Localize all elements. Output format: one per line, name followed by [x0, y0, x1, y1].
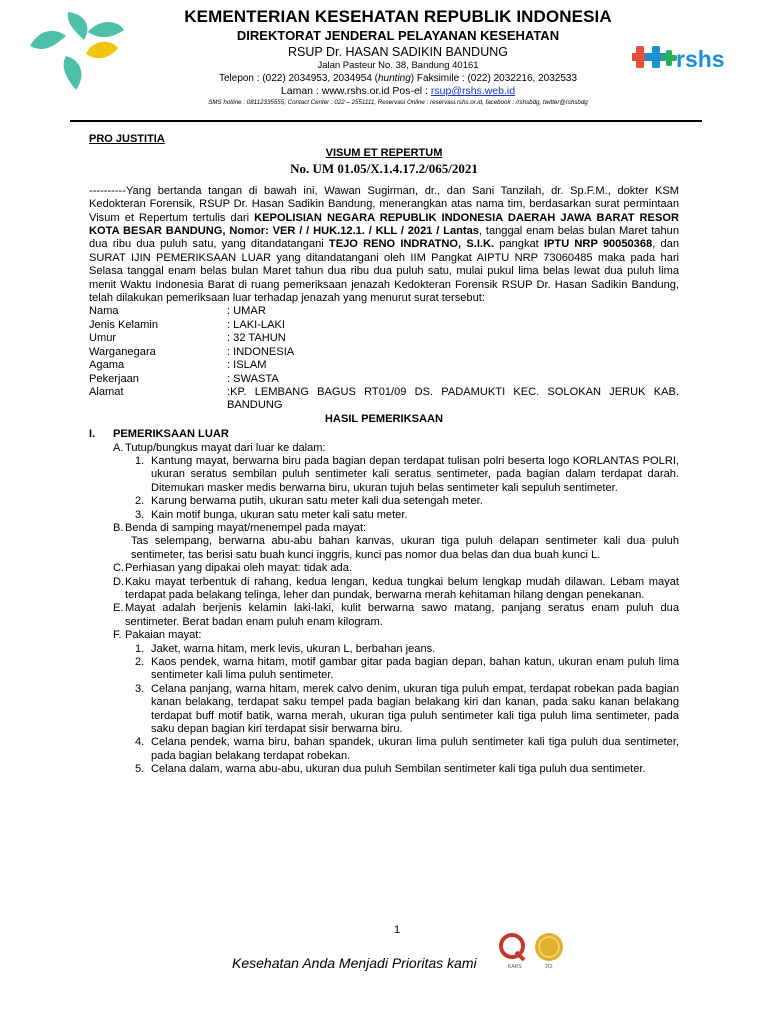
- kemenkes-logo-leaf-green-right: [88, 22, 124, 37]
- kemenkes-logo-leaf-green-left: [30, 31, 66, 49]
- identity-key: Warganegara: [89, 345, 156, 358]
- item-text: Perhiasan yang dipakai oleh mayat: tidak ada.: [125, 562, 352, 575]
- identity-key: Agama: [89, 359, 125, 372]
- identity-value: : INDONESIA: [227, 345, 295, 358]
- identity-row-address: [89, 386, 679, 413]
- sub-text: Celana dalam, warna abu-abu, ukuran dua puluh Sembilan sentimeter kali tiga puluh dua sentimeter.: [151, 763, 646, 776]
- hospital-phone: [120, 72, 676, 85]
- sub-text: Karung berwarna putih, ukuran satu meter kali dua setengah meter.: [151, 495, 483, 508]
- page-number: 1: [394, 924, 401, 936]
- sub-item-f3: [89, 683, 679, 737]
- item-marker: E.: [113, 602, 124, 615]
- item-marker: C.: [113, 562, 125, 575]
- identity-value: : UMAR: [227, 305, 266, 318]
- identity-row-sex: [89, 319, 679, 332]
- sub-text: Celana pendek, warna biru, bahan spandek, ukuran lima puluh sentimeter kali tiga puluh dua sentimeter, pada bagian belakang terdapat robekan.: [151, 736, 679, 762]
- identity-row-name: [89, 305, 679, 318]
- identity-key: Nama: [89, 305, 119, 318]
- item-e: [89, 602, 679, 629]
- item-a: [89, 442, 679, 455]
- phone-suffix: ) Faksimile : (022) 2032216, 2032533: [410, 73, 578, 84]
- identity-row-citizenship: [89, 346, 679, 359]
- intro-officer-rank: IPTU NRP 90050368: [543, 238, 653, 251]
- intro-paragraph: [89, 185, 679, 306]
- victim-identity-table: [89, 305, 679, 412]
- item-text: Kaku mayat terbentuk di rahang, kedua lengan, kedua tungkai belum lengkap mudah dilawan. Lebam mayat terdapat pada belakang telinga, leher dan pundak, berwarna merah kehitaman hilang dengan penekanan.: [125, 575, 679, 601]
- sub-item-f1: [89, 643, 679, 656]
- item-marker: D.: [113, 575, 125, 588]
- identity-value: : ISLAM: [227, 359, 267, 372]
- sub-marker: 5.: [135, 763, 145, 776]
- section-number: I.: [89, 428, 96, 441]
- letterhead-rule: [70, 120, 702, 122]
- footer-slogan: Kesehatan Anda Menjadi Prioritas kami: [232, 955, 477, 971]
- sub-text: Kantung mayat, berwarna biru pada bagian depan terdapat tulisan polri beserta logo KORLANTAS POLRI, ukuran seratus sembilan puluh sentimeter kali seratus sentimeter, pada bagian dalam terdapat darah. Ditemukan masker medis berwarna biru, ukuran tujuh belas sentimeter kali sepuluh sentimeter.: [151, 454, 679, 494]
- kars-badge-icon: [501, 935, 524, 970]
- intro-text-4: , dan SURAT IJIN PEMERIKSAAN LUAR yang ditandatangani oleh IIM Pangkat AIPTU NRP 73060485 maka pada hari Selasa tanggal enam belas bulan Maret tahun dua ribu dua puluh satu, mulai pukul lima belas lewat dua puluh lima menit Waktu Indonesia Barat di ruang pemeriksaan jenazah Kedokteran Forensik RSUP Dr. Hasan Sadikin Bandung, telah dilakukan pemeriksaan luar terhadap jenazah yang menurut surat tersebut:: [89, 238, 679, 305]
- jci-badge-icon: [535, 933, 563, 970]
- sub-marker: 3.: [135, 682, 145, 695]
- sub-text: Jaket, warna hitam, merk levis, ukuran L, berbahan jeans.: [151, 642, 436, 655]
- item-text: Mayat adalah berjenis kelamin laki-laki, kulit berwarna sawo matang, panjang seratus enam puluh dua sentimeter. Berat badan enam puluh enam kilogram.: [125, 602, 679, 628]
- identity-value: : SWASTA: [227, 372, 279, 385]
- email-link[interactable]: rsup@rshs.web.id: [430, 85, 516, 97]
- web-prefix: Laman : www.rshs.or.id Pos-el :: [280, 85, 431, 97]
- identity-value: :KP. LEMBANG BAGUS RT01/09 DS. PADAMUKTI KEC. SOLOKAN JERUK KAB. BANDUNG: [227, 385, 679, 412]
- identity-key: Alamat: [89, 385, 124, 398]
- document-title: VISUM ET REPERTUM: [325, 147, 443, 160]
- item-text: Tutup/bungkus mayat dari luar ke dalam:: [125, 441, 326, 454]
- letterhead: [120, 7, 676, 107]
- identity-value: : 32 TAHUN: [227, 332, 286, 345]
- sub-item-f2: [89, 656, 679, 683]
- intro-text-3: pangkat: [494, 238, 544, 251]
- intro-text-2: , tanggal enam belas bulan Maret tahun dua ribu dua puluh satu, yang ditandatangani: [89, 225, 679, 251]
- kemenkes-logo-leaf-green-top: [68, 12, 88, 40]
- item-b-detail: Tas selempang, berwarna abu-abu bahan kanvas, ukuran tiga puluh delapan sentimeter kali dua puluh sentimeter, tas berisi satu buah kunci inggris, kunci pas nomor dua belas dan dua buah kunci L.: [131, 535, 679, 561]
- sub-text: Celana panjang, warna hitam, merek calvo denim, ukuran tiga puluh empat, terdapat robekan pada bagian kanan belakang, terdapat saku tempel pada bagian belakang kiri dan kanan, pada saku kanan belakang terdapat buff motif batik, warna merah, ukuran tiga puluh sentimeter kali tiga puluh lima sentimeter, pada saku depan bagian kiri terdapat sisir berwarna biru.: [151, 682, 679, 736]
- accreditation-badges: [494, 930, 570, 972]
- sub-marker: 2.: [135, 495, 145, 508]
- rshs-cross-3b: [661, 55, 677, 61]
- item-marker: A.: [113, 441, 124, 454]
- identity-row-age: [89, 332, 679, 345]
- sub-item-a2: [89, 495, 679, 508]
- hospital-address: Jalan Pasteur No. 38, Bandung 40161: [317, 60, 479, 71]
- pro-justitia: PRO JUSTITIA: [89, 133, 165, 145]
- phone-prefix: Telepon : (022) 2034953, 2034954 (: [218, 73, 378, 84]
- sub-item-f5: [89, 763, 679, 776]
- item-b: [89, 522, 679, 535]
- section-external-exam: [89, 428, 679, 441]
- sub-marker: 1.: [135, 642, 145, 655]
- kemenkes-logo-leaf-green-bottom: [64, 56, 82, 90]
- sub-text: Kaos pendek, warna hitam, motif gambar gitar pada bagian depan, bahan katun, ukuran enam puluh lima sentimeter kali lima puluh sentimeter.: [151, 656, 679, 682]
- sub-marker: 2.: [135, 656, 145, 669]
- social-text: SMS hotline : 08112335555, Contact Center : 022 – 2551111, Reservasi Online : reservasi.rshs.or.id, facebook : /rshsbdg, twitter@rshsbdg: [208, 99, 588, 106]
- item-marker: B.: [113, 521, 124, 534]
- sub-marker: 4.: [135, 736, 145, 749]
- item-marker: F.: [113, 629, 122, 642]
- directorate-name: DIREKTORAT JENDERAL PELAYANAN KESEHATAN: [236, 28, 560, 43]
- identity-row-occupation: [89, 373, 679, 386]
- section-label: PEMERIKSAAN LUAR: [113, 428, 229, 441]
- item-c: [89, 562, 679, 575]
- hospital-name: RSUP Dr. HASAN SADIKIN BANDUNG: [288, 45, 508, 59]
- sub-item-a3: [89, 509, 679, 522]
- hospital-social: [120, 98, 676, 107]
- hospital-web: [120, 85, 676, 98]
- identity-value: : LAKI-LAKI: [227, 318, 285, 331]
- kemenkes-logo-leaf-yellow: [86, 42, 118, 59]
- jci-badge-label: JCI: [545, 964, 553, 970]
- identity-key: Jenis Kelamin: [89, 318, 159, 331]
- item-d: [89, 576, 679, 603]
- identity-key: Umur: [89, 332, 117, 345]
- sub-item-f4: [89, 736, 679, 763]
- phone-hunting: hunting: [377, 73, 411, 84]
- document-body: [89, 133, 679, 777]
- sub-marker: 1.: [135, 454, 145, 467]
- item-text: Pakaian mayat:: [125, 629, 202, 642]
- rshs-wordmark: rshs: [676, 46, 725, 72]
- sub-text: Kain motif bunga, ukuran satu meter kali satu meter.: [151, 508, 408, 521]
- sub-item-a1: [89, 455, 679, 495]
- identity-key: Pekerjaan: [89, 372, 139, 385]
- ministry-name: KEMENTERIAN KESEHATAN REPUBLIK INDONESIA: [184, 7, 612, 26]
- results-heading: HASIL PEMERIKSAAN: [324, 412, 444, 425]
- intro-police: KEPOLISIAN NEGARA REPUBLIK INDONESIA DAERAH JAWA BARAT RESOR KOTA BESAR BANDUNG, Nomor: VER / / HUK.12.1. / KLL / 2021 / Lantas: [89, 211, 680, 238]
- identity-row-religion: [89, 359, 679, 372]
- kars-badge-label: KARS: [508, 964, 522, 970]
- sub-marker: 3.: [135, 508, 145, 521]
- item-text: Benda di samping mayat/menempel pada mayat:: [125, 521, 367, 534]
- document-number: No. UM 01.05/X.1.4.17.2/065/2021: [290, 160, 478, 176]
- intro-officer: TEJO RENO INDRATNO, S.I.K.: [328, 238, 495, 251]
- item-f: [89, 629, 679, 642]
- intro-text-1: ----------Yang bertanda tangan di bawah ini, Wawan Sugirman, dr., dan Sani Tanzilah, dr. Sp.F.M., dokter KSM Kedokteran Forensik, RSUP Dr. Hasan Sadikin Bandung, menerangkan atas nama tim, berdasarkan surat permintaan Visum et Repertum tertulis dari: [89, 184, 679, 224]
